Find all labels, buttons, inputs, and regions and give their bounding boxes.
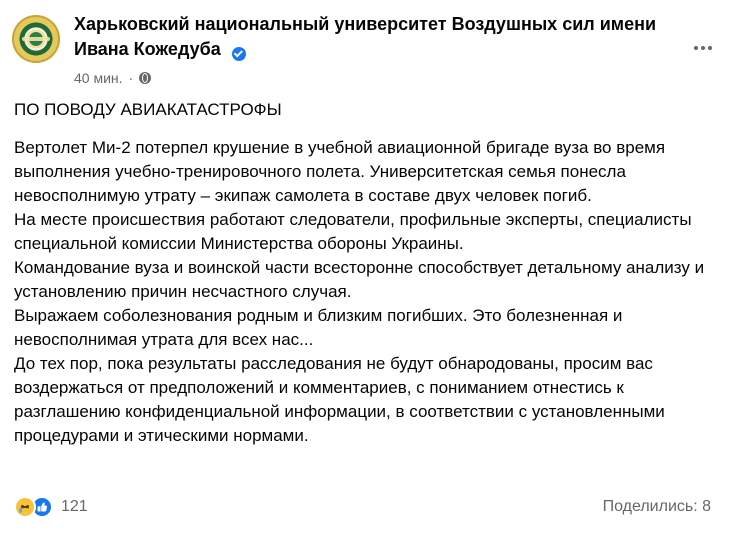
post-paragraph: Командование вуза и воинской части всесторонне способствует детальному анализу и установлению причин несчастного случая. — [14, 258, 705, 301]
post-footer — [14, 494, 711, 520]
post-body — [14, 98, 714, 448]
post-paragraph: Выражаем соболезнования родным и близким погибших. Это болезненная и невосполнимая утрата для всех нас... — [14, 306, 623, 349]
reactions-count[interactable]: 121 — [61, 498, 88, 515]
meta-separator: · — [128, 70, 134, 86]
post-meta — [74, 70, 151, 86]
reactions-summary[interactable] — [14, 496, 88, 518]
post-header — [12, 12, 721, 87]
globe-icon[interactable] — [139, 72, 151, 84]
post-paragraph: Вертолет Ми-2 потерпел крушение в учебной авиационной бригаде вуза во время выполнения учебно-тренировочного полета. Университетская семья понесла невосполнимую утрату – экипаж самолета в составе двух человек погиб. — [14, 138, 666, 205]
thumbs-up-icon — [36, 501, 48, 513]
emblem-wings — [22, 37, 50, 41]
shares-count[interactable]: Поделились: 8 — [602, 498, 711, 515]
sad-reaction-icon — [14, 496, 36, 518]
tear-icon — [19, 508, 22, 513]
more-icon-dot — [708, 46, 712, 50]
page-name-link[interactable] — [74, 12, 664, 62]
page-avatar[interactable] — [12, 15, 60, 63]
post-time-link[interactable]: 40 мин. — [74, 70, 123, 86]
post-title: ПО ПОВОДУ АВИАКАТАСТРОФЫ — [14, 100, 282, 119]
more-options-button[interactable] — [685, 30, 721, 66]
more-icon — [694, 46, 698, 50]
post-paragraph: На месте происшествия работают следователи, профильные эксперты, специалисты специальной комиссии Министерства обороны Украины. — [14, 210, 692, 253]
page-name-text: Харьковский национальный университет Воздушных сил имени Ивана Кожедуба — [74, 14, 657, 59]
more-icon-dot — [701, 46, 705, 50]
post-paragraph: До тех пор, пока результаты расследования не будут обнародованы, просим вас воздержаться от предположений и комментариев, с пониманием отнестись к разглашению конфиденциальной информации, в соответствии с установленными процедурами и этическими нормами. — [14, 354, 665, 445]
verified-icon — [232, 47, 246, 61]
sad-mouth-icon — [21, 506, 29, 512]
